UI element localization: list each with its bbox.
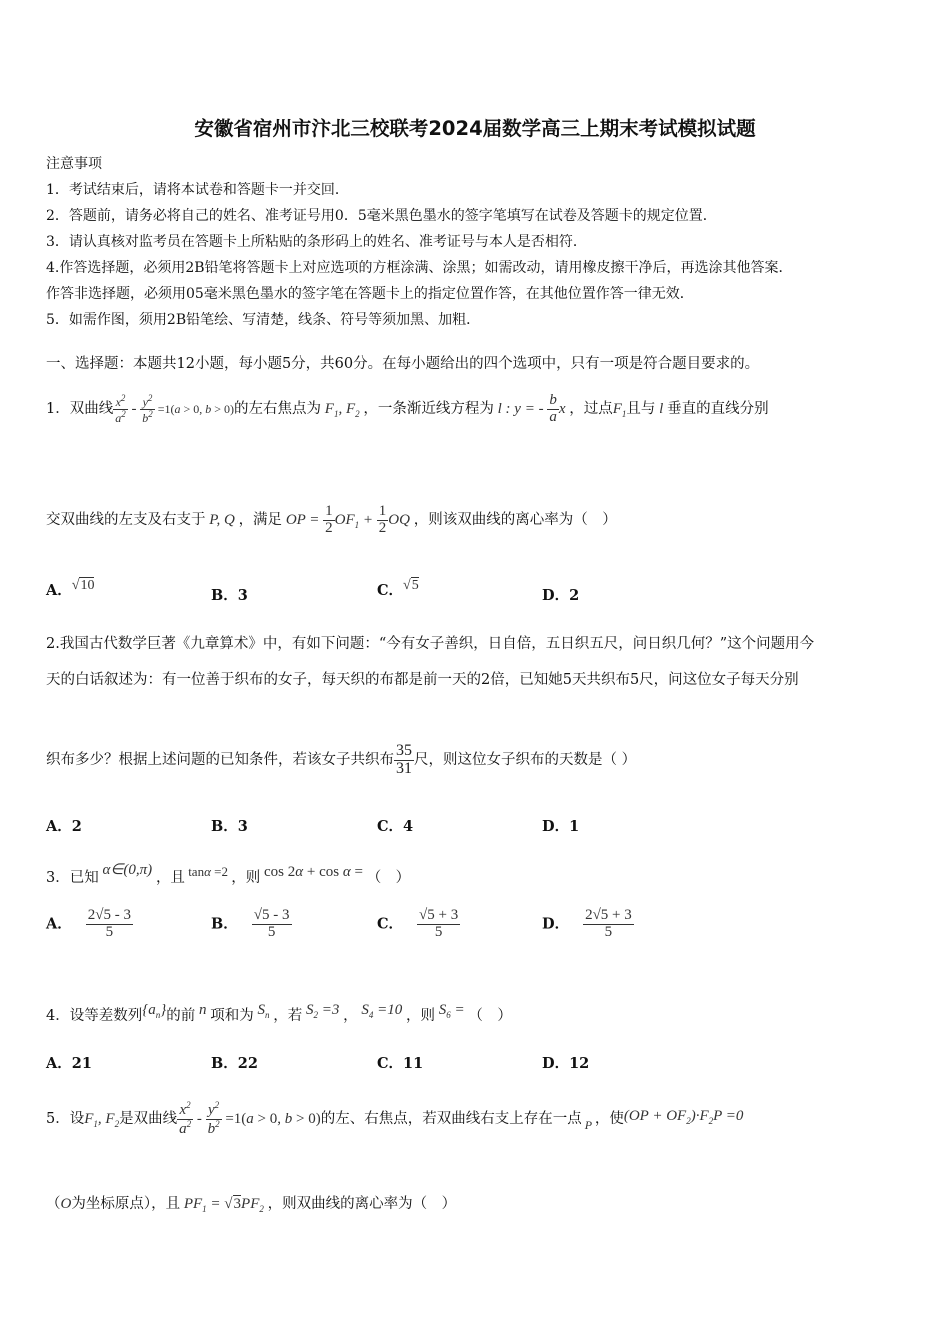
q3-option-d[interactable]: D． $\frac{2√5 + 3}{5}$ (542, 907, 632, 940)
q1-text: ，则该双曲线的离心率为（ ） (413, 512, 617, 528)
q2-text: 织布多少？根据上述问题的已知条件，若该女子共织布 (46, 752, 394, 768)
q2-fraction-numerator: 35 (396, 741, 412, 759)
question-1-line-1: 1．双曲线 $\frac{x^2}{a^2}$ - $\frac{y^2}{b^2}$ =1(a > 0, b > 0)的左右焦点为 $F_1$, $F_2$ ，一条渐近线方程为 l : y = - $\frac{b}{a}$ x ，过点$F_1$且与 l 垂直的直线分别 (46, 391, 769, 425)
q1-option-c[interactable]: C．√5 (377, 578, 419, 599)
q5-text: 为坐标原点），且 (71, 1196, 181, 1212)
q1-text: 且与 (626, 401, 656, 417)
q1-text: 垂直的直线分别 (667, 401, 769, 417)
q4-text: ，若 (273, 1008, 303, 1024)
question-5-line-1: 5．设$F_1$, $F_2$是双曲线 $\frac{x^2}{a^2}$ - $\frac{y^2}{b^2}$ =1(a > 0, b > 0)的左、右焦点，若双曲线右支上存在一点 $_P$ ，使$(OP + OF_2)\cdot F_2P =0$ (46, 1099, 744, 1137)
q4-text: ，则 (405, 1008, 435, 1024)
q4-text: 的前 (166, 1008, 196, 1024)
q5-text: 是双曲线 (119, 1111, 178, 1127)
q3-option-c[interactable]: C． $\frac{√5 + 3}{5}$ (377, 907, 459, 940)
q5-text: 5．设 (46, 1111, 85, 1127)
question-2-line-3 (46, 732, 636, 788)
q2-option-c[interactable]: C．4 (377, 818, 414, 835)
q1-option-a[interactable]: A．√10 (46, 578, 95, 599)
q4-option-a[interactable]: A．21 (46, 1055, 92, 1072)
q4-text: ， (343, 1008, 358, 1024)
q1-text: 的左右焦点为 (234, 401, 322, 417)
q3-text: （ ） (366, 870, 411, 886)
q5-text: ，则双曲线的离心率为（ ） (267, 1196, 457, 1212)
question-1-line-2: 交双曲线的左支及右支于 P, Q ，满足 OP = $\frac{1}{2}$ $OF_1$ + $\frac{1}{2}$ OQ ，则该双曲线的离心率为（ ） (46, 502, 617, 536)
q1-option-b[interactable]: B．3 (211, 587, 248, 604)
notes-heading: 注意事项 (46, 156, 102, 172)
q2-text: 尺，则这位女子织布的天数是（ ） (414, 752, 637, 768)
q3-text: ，且 (155, 870, 185, 886)
notes-block (46, 151, 793, 333)
q1-text: ，过点 (569, 401, 613, 417)
q1-text: ，一条渐近线方程为 (363, 401, 494, 417)
notes-item: 4.作答选择题，必须用2B铅笔将答题卡上对应选项的方框涂满、涂黑；如需改动，请用橡皮擦干净后，再选涂其他答案． (46, 260, 793, 276)
q4-option-b[interactable]: B．22 (211, 1055, 258, 1072)
q3-option-a[interactable]: A． $\frac{2√5 - 3}{5}$ (46, 907, 131, 940)
q4-option-d[interactable]: D．12 (542, 1055, 590, 1072)
q2-option-b[interactable]: B．3 (211, 818, 248, 835)
question-3: 3．已知 α∈(0,π) ，且 tanα =2 ，则 cos 2α + cos α = （ ） (46, 862, 411, 886)
notes-item: 作答非选择题，必须用05毫米黑色墨水的签字笔在答题卡上的指定位置作答，在其他位置作答一律无效． (46, 286, 694, 302)
page-title: 安徽省宿州市汴北三校联考2024届数学高三上期末考试模拟试题 (194, 117, 756, 140)
q1-text: 1．双曲线 (46, 401, 114, 417)
q2-fraction-denominator: 31 (396, 759, 412, 777)
q5-text: 的左、右焦点，若双曲线右支上存在一点 (320, 1111, 582, 1127)
q3-text: 3．已知 (46, 870, 99, 886)
q4-option-c[interactable]: C．11 (377, 1055, 424, 1072)
q5-text: （ (46, 1196, 61, 1212)
notes-item: 2．答题前，请务必将自己的姓名、准考证号用0．5毫米黑色墨水的签字笔填写在试卷及答题卡的规定位置． (46, 208, 717, 224)
question-2-line-2: 天的白话叙述为：有一位善于织布的女子，每天织的布都是前一天的2倍，已知她5天共织布5尺，问这位女子每天分别 (46, 672, 799, 688)
question-2-line-1: 2.我国古代数学巨著《九章算术》中，有如下问题：“今有女子善织，日自倍，五日织五尺，问日织几何？”这个问题用今 (46, 636, 815, 652)
q2-option-d[interactable]: D．1 (542, 818, 580, 835)
notes-item: 5．如需作图，须用2B铅笔绘、写清楚，线条、符号等须加黑、加粗． (46, 312, 481, 328)
q1-text: ，满足 (238, 512, 283, 528)
question-5-line-2: （O为坐标原点），且 $PF_1 = √3PF_2$ ，则双曲线的离心率为（ ） (46, 1196, 457, 1214)
q4-text: 4．设等差数列 (46, 1008, 143, 1024)
notes-item: 1．考试结束后，请将本试卷和答题卡一并交回． (46, 182, 349, 198)
q4-text: 项和为 (210, 1008, 254, 1024)
q3-text: ，则 (231, 870, 261, 886)
question-4: 4．设等差数列$\{a_n\}$的前 n 项和为 $S_n$ ，若 $S_2 =3$ ， $S_4 =10$ ，则 $S_6$ = （ ） (46, 1002, 512, 1024)
q4-text: （ ） (468, 1008, 512, 1024)
q2-option-a[interactable]: A．2 (46, 818, 82, 835)
q5-text: ，使 (594, 1111, 624, 1127)
notes-item: 3．请认真核对监考员在答题卡上所粘贴的条形码上的姓名、准考证号与本人是否相符． (46, 234, 587, 250)
section-heading: 一、选择题：本题共12小题，每小题5分，共60分。在每小题给出的四个选项中，只有一项是符合题目要求的。 (46, 356, 760, 372)
q1-option-d[interactable]: D．2 (542, 587, 580, 604)
q1-text: 交双曲线的左支及右支于 (46, 512, 206, 528)
q3-option-b[interactable]: B． $\frac{√5 - 3}{5}$ (211, 907, 290, 940)
